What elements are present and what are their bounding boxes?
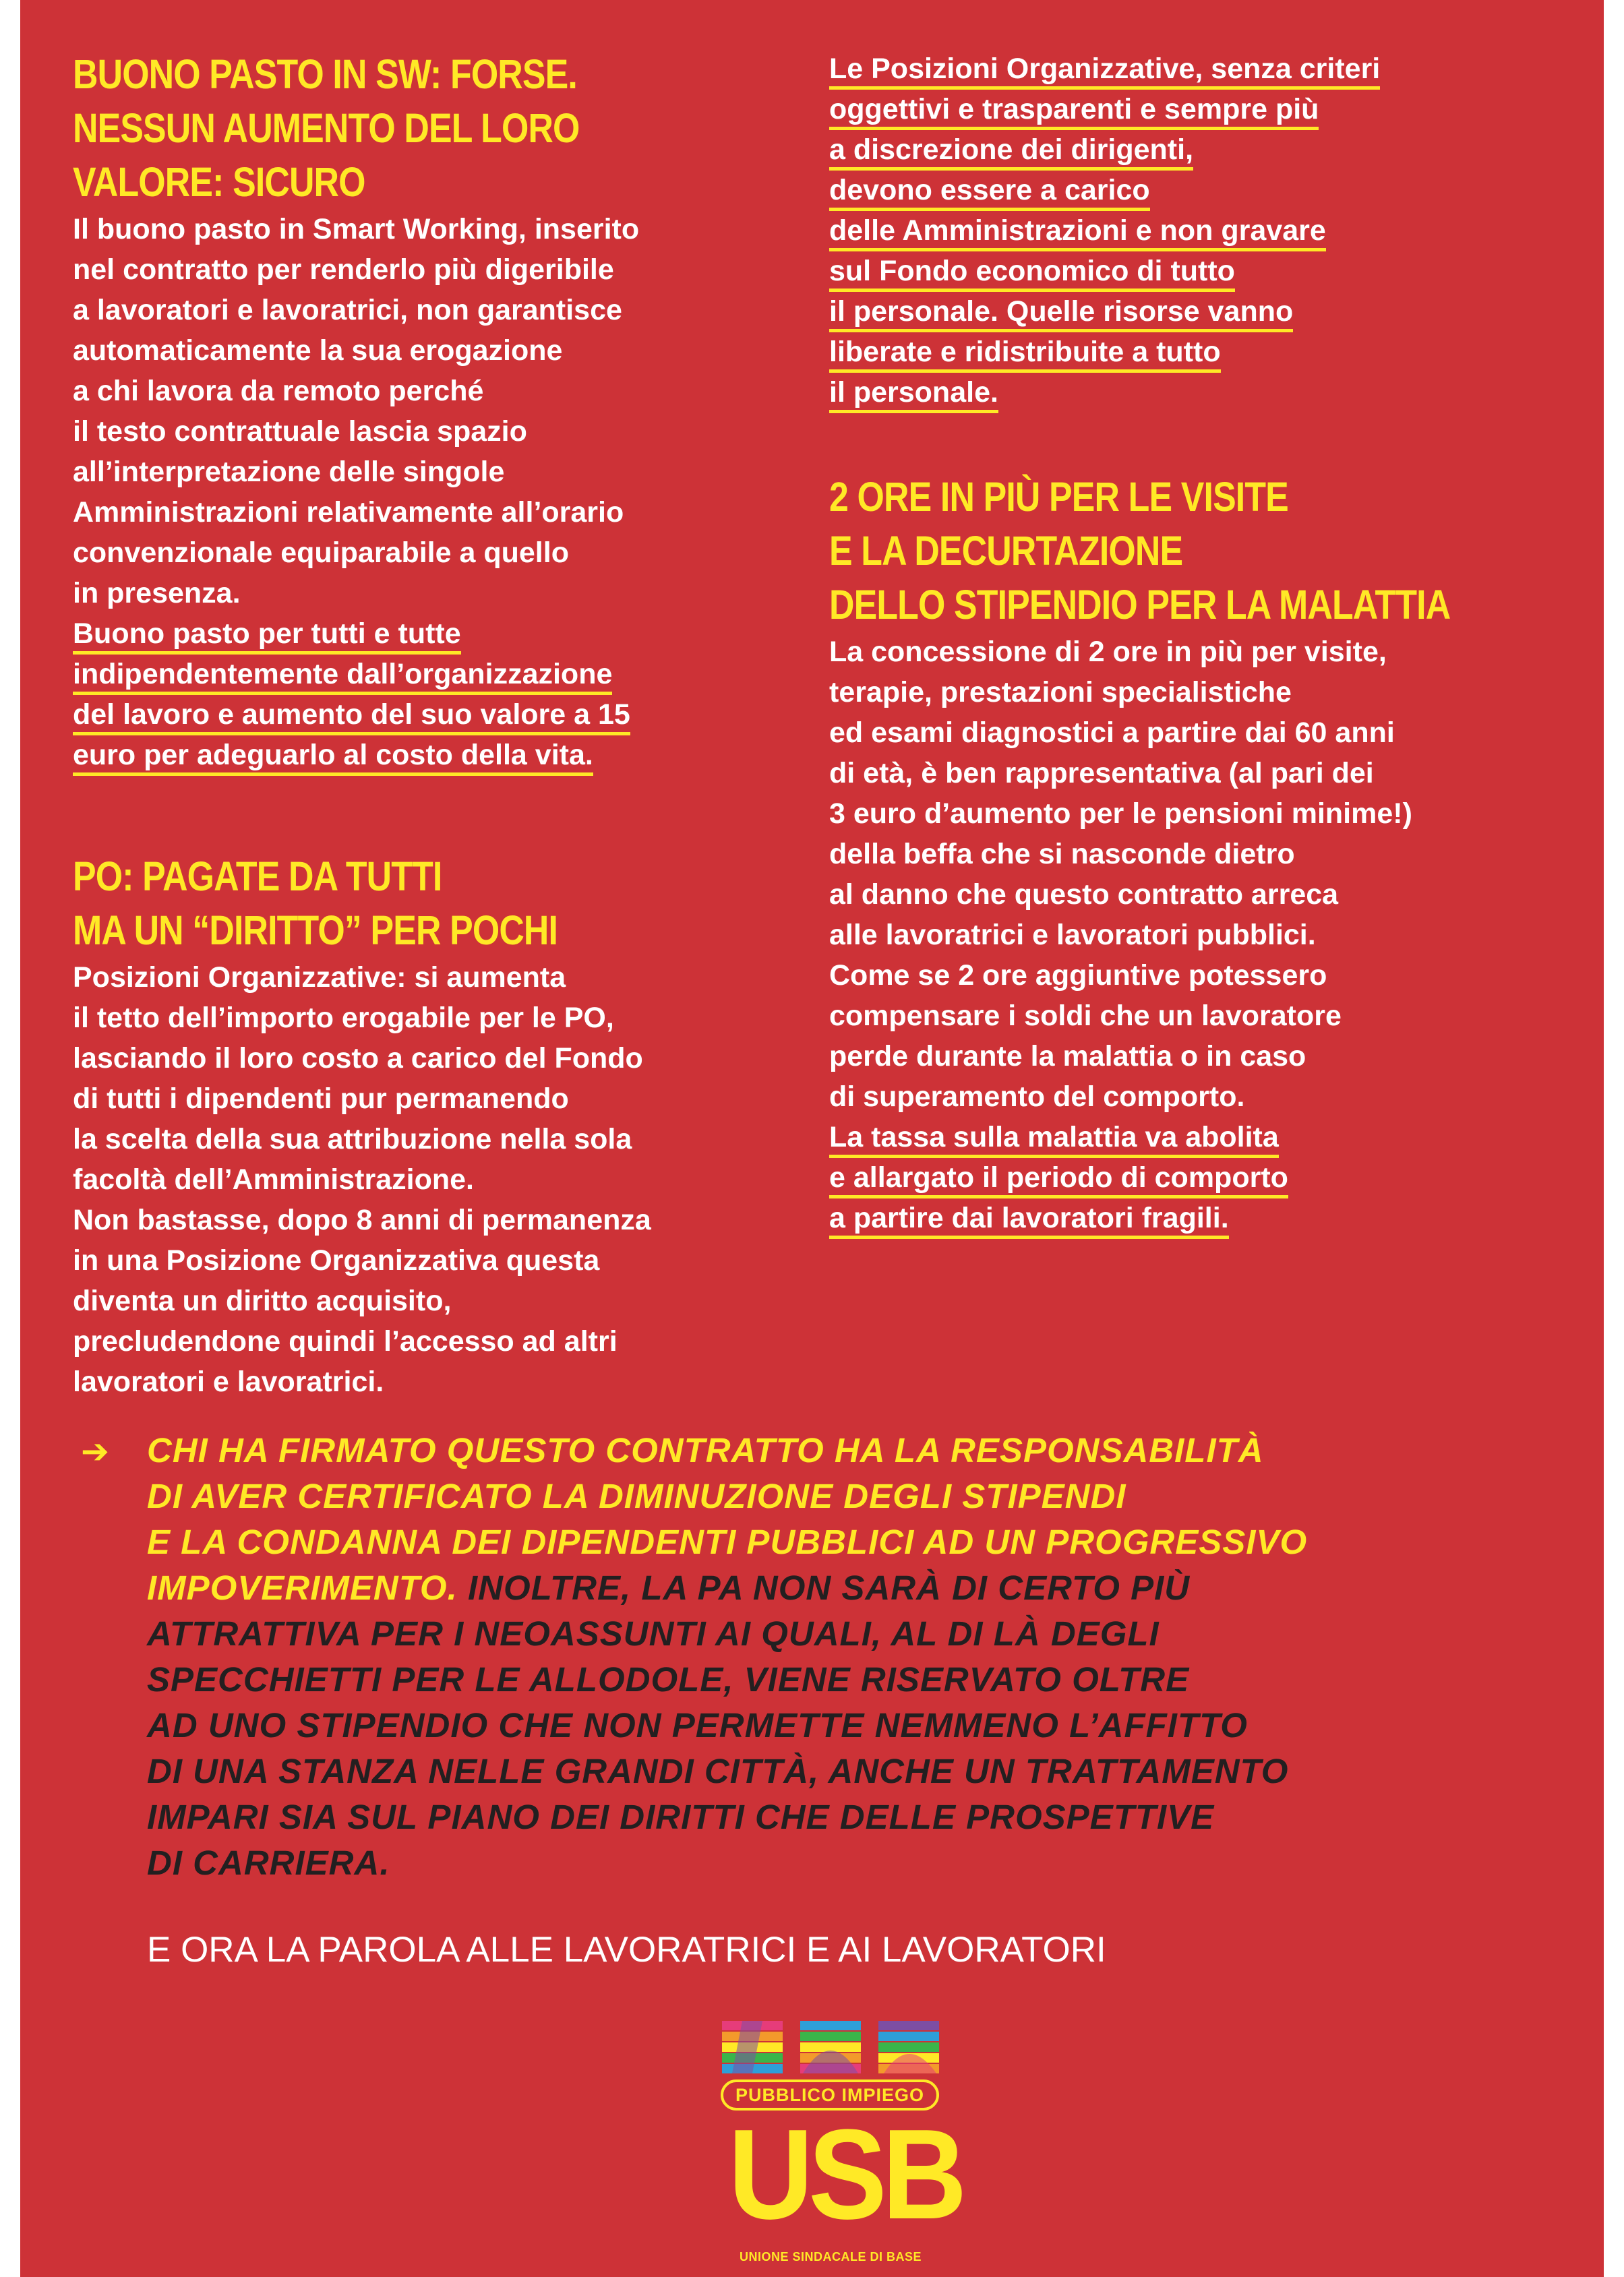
logo-badge: PUBBLICO IMPIEGO xyxy=(721,2079,939,2111)
right-column xyxy=(829,49,1564,1238)
highlight-line: liberate e ridistribuite a tutto xyxy=(829,336,1221,373)
highlight-malattia xyxy=(829,1117,1564,1238)
body-visite-malattia: La concessione di 2 ore in più per visite, terapie, prestazioni specialistiche ed esami diagnostici a partire dai 60 anni di età, è ben rappresentativa (al pari dei 3 euro d’aumento per le pensioni minime!) della beffa che si nasconde dietro al danno che questo contratto arreca alle lavoratrici e lavoratori pubblici. Come se 2 ore aggiuntive potessero compensare i soldi che un lavoratore perde durante la malattia o in caso di superamento del comporto. xyxy=(829,636,1412,1113)
highlight-line: Le Posizioni Organizzative, senza criteri xyxy=(829,53,1380,90)
usb-logo xyxy=(719,2021,963,2277)
heading-visite-malattia: 2 ORE IN PIÙ PER LE VISITE E LA DECURTAZIONE DELLO STIPENDIO PER LA MALATTIA xyxy=(829,474,1451,628)
flyer-page xyxy=(20,0,1604,2277)
highlight-line: il personale. Quelle risorse vanno xyxy=(829,295,1293,332)
heading-buono-pasto: BUONO PASTO IN SW: FORSE. NESSUN AUMENTO DEL LORO VALORE: SICURO xyxy=(73,51,580,205)
highlight-line: Buono pasto per tutti e tutte xyxy=(73,617,461,655)
highlight-line: del lavoro e aumento del suo valore a 15 xyxy=(73,698,630,735)
left-column xyxy=(73,47,808,1402)
highlight-line: devono essere a carico xyxy=(829,174,1150,211)
highlight-line: il personale. xyxy=(829,376,998,413)
highlight-buono-pasto xyxy=(73,613,808,775)
closing-statement xyxy=(81,1428,1591,1886)
highlight-line: sul Fondo economico di tutto xyxy=(829,255,1235,292)
arrow-right-icon: ➔ xyxy=(81,1432,109,1470)
final-call: E ORA LA PAROLA ALLE LAVORATRICI E AI LAVORATORI xyxy=(147,1930,1106,1970)
logo-caption: UNIONE SINDACALE DI BASE xyxy=(739,2250,922,2264)
highlight-po-fondo xyxy=(829,49,1564,413)
closing-yellow-line: DI AVER CERTIFICATO LA DIMINUZIONE DEGLI STIPENDI xyxy=(147,1477,1126,1515)
closing-yellow-line: E LA CONDANNA DEI DIPENDENTI PUBBLICI AD UN PROGRESSIVO xyxy=(147,1523,1308,1561)
closing-dark-line: ATTRATTIVA PER I NEOASSUNTI AI QUALI, AL DI LÀ DEGLI xyxy=(147,1614,1160,1653)
closing-dark-line: DI UNA STANZA NELLE GRANDI CITTÀ, ANCHE UN TRATTAMENTO xyxy=(147,1752,1289,1790)
logo-wordmark: USB xyxy=(728,2103,963,2246)
highlight-line: delle Amministrazioni e non gravare xyxy=(829,214,1326,251)
closing-yellow-tail: IMPOVERIMENTO. xyxy=(147,1569,458,1607)
highlight-line: indipendentemente dall’organizzazione xyxy=(73,658,612,695)
heading-po: PO: PAGATE DA TUTTI MA UN “DIRITTO” PER POCHI xyxy=(73,853,558,953)
highlight-line: e allargato il periodo di comporto xyxy=(829,1161,1288,1198)
closing-dark-line: IMPARI SIA SUL PIANO DEI DIRITTI CHE DELLE PROSPETTIVE xyxy=(147,1798,1215,1836)
closing-dark-head: INOLTRE, LA PA NON SARÀ DI CERTO PIÙ xyxy=(457,1569,1191,1607)
highlight-line: a discrezione dei dirigenti, xyxy=(829,133,1193,171)
body-po: Posizioni Organizzative: si aumenta il tetto dell’importo erogabile per le PO, lasciando il loro costo a carico del Fondo di tutti i dipendenti pur permanendo la scelta della sua attribuzione nella sola facoltà dell’Amministrazione. Non bastasse, dopo 8 anni di permanenza in una Posizione Organizzativa questa diventa un diritto acquisito, precludendone quindi l’accesso ad altri lavoratori e lavoratrici. xyxy=(73,961,651,1398)
highlight-line: euro per adeguarlo al costo della vita. xyxy=(73,739,593,776)
rainbow-stripes-icon xyxy=(722,2021,939,2075)
closing-dark-line: DI CARRIERA. xyxy=(147,1844,390,1882)
closing-dark-line: AD UNO STIPENDIO CHE NON PERMETTE NEMMENO L’AFFITTO xyxy=(147,1706,1248,1744)
highlight-line: oggettivi e trasparenti e sempre più xyxy=(829,93,1319,130)
highlight-line: a partire dai lavoratori fragili. xyxy=(829,1202,1229,1239)
body-buono-pasto: Il buono pasto in Smart Working, inserito nel contratto per renderlo più digeribile a lavoratori e lavoratrici, non garantisce automaticamente la sua erogazione a chi lavora da remoto perché il testo contrattuale lascia spazio all’interpretazione delle singole Amministrazioni relativamente all’orario convenzionale equiparabile a quello in presenza. xyxy=(73,213,640,609)
highlight-line: La tassa sulla malattia va abolita xyxy=(829,1121,1279,1158)
closing-text xyxy=(147,1428,1591,1886)
closing-dark-line: SPECCHIETTI PER LE ALLODOLE, VIENE RISERVATO OLTRE xyxy=(147,1660,1190,1699)
closing-yellow-line: CHI HA FIRMATO QUESTO CONTRATTO HA LA RESPONSABILITÀ xyxy=(147,1431,1264,1469)
